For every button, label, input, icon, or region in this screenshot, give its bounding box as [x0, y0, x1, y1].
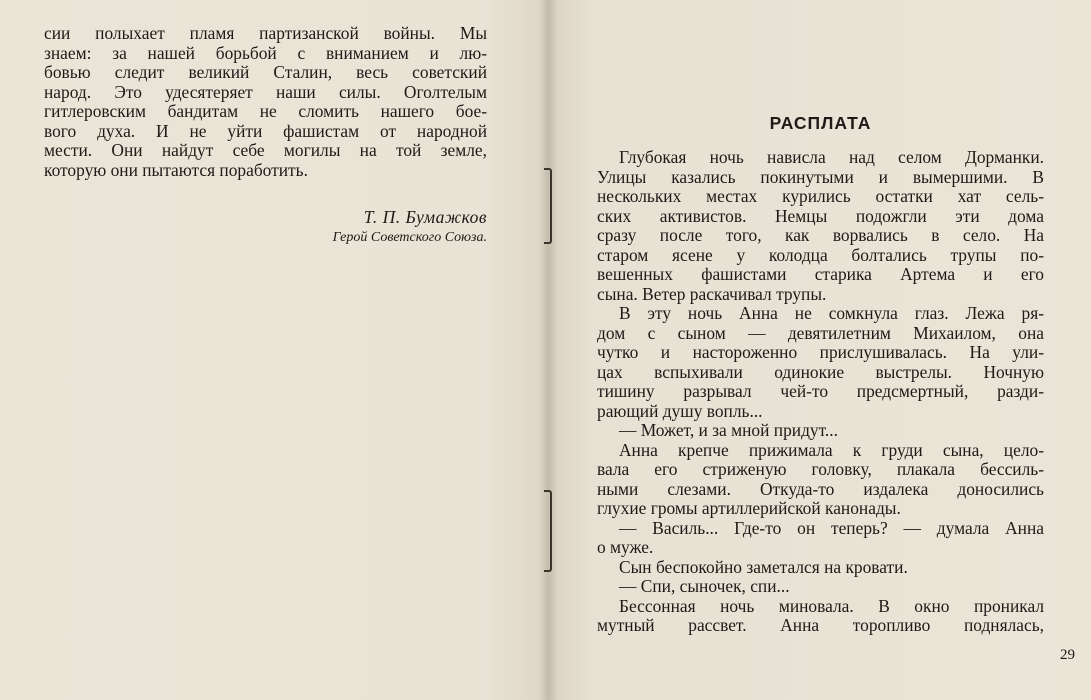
text-line: которую они пытаются поработить. [44, 159, 308, 180]
text-line: Анна крепче прижимала к груди сына, цело- [619, 439, 1044, 460]
book-gutter [538, 0, 558, 700]
signature-title: Герой Советского Союза. [332, 230, 487, 245]
text-line: дом с сыном — девятилетним Михаилом, она [597, 322, 1044, 343]
right-page-text [597, 148, 1044, 636]
text-line: мести. Они найдут себе могилы на той земле, [44, 140, 487, 160]
text-line: ными слезами. Откуда-то издалека доносились [597, 478, 1044, 499]
page-number: 29 [1060, 647, 1075, 663]
text-line: цах вспыхивали одинокие выстрелы. Ночную [597, 361, 1044, 382]
text-line: рающий душу вопль... [597, 400, 763, 421]
text-line: народ. Это удесятеряет наши силы. Оголтелым [44, 81, 487, 102]
text-line: Сын беспокойно заметался на кровати. [619, 556, 908, 577]
text-line: вешенных фашистами старика Артема и его [597, 264, 1044, 284]
signature-name: Т. П. Бумажков [363, 207, 487, 227]
text-line: Бессонная ночь миновала. В окно проникал [619, 595, 1044, 616]
text-line: — Василь... Где-то он теперь? — думала Анна [619, 517, 1044, 538]
text-line: — Может, и за мной придут... [619, 420, 838, 440]
text-line: сии полыхает пламя партизанской войны. Мы [44, 23, 487, 43]
text-line: Улицы казались покинутыми и вымершими. В [597, 166, 1044, 187]
text-line: вала его стриженую головку, плакала бессиль- [597, 459, 1044, 479]
text-line: чутко и настороженно прислушивалась. На ули- [597, 342, 1044, 362]
text-line: о муже. [597, 537, 654, 557]
text-line: знаем: за нашей борьбой с вниманием и лю- [44, 42, 487, 63]
binding-staple [544, 168, 552, 244]
text-line: бовью следит великий Сталин, весь советский [44, 62, 487, 82]
right-page [548, 0, 1091, 700]
text-line: ских активистов. Немцы подожгли эти дома [597, 205, 1044, 226]
text-line: глухие громы артиллерийской канонады. [597, 498, 901, 518]
text-line: В эту ночь Анна не сомкнула глаз. Лежа ря- [619, 303, 1044, 323]
left-page-text [44, 24, 487, 180]
text-line: мутный рассвет. Анна торопливо поднялась, [597, 615, 1044, 635]
text-line: нескольких местах курились остатки хат сель- [597, 186, 1044, 206]
chapter-title: РАСПЛАТА [769, 113, 872, 133]
text-line: — Спи, сыночек, спи... [619, 576, 790, 596]
text-line: тишину разрывал чей-то предсмертный, разди- [597, 381, 1044, 401]
binding-staple [544, 490, 552, 572]
text-line: сына. Ветер раскачивал трупы. [597, 283, 827, 304]
text-line: Глубокая ночь нависла над селом Дорманки. [619, 147, 1044, 167]
text-line: гитлеровским бандитам не сломить нашего бое- [44, 101, 487, 121]
text-line: вого духа. И не уйти фашистам от народной [44, 120, 487, 141]
text-line: сразу после того, как ворвались в село. На [597, 225, 1044, 245]
text-line: старом ясене у колодца болтались трупы по- [597, 244, 1044, 265]
